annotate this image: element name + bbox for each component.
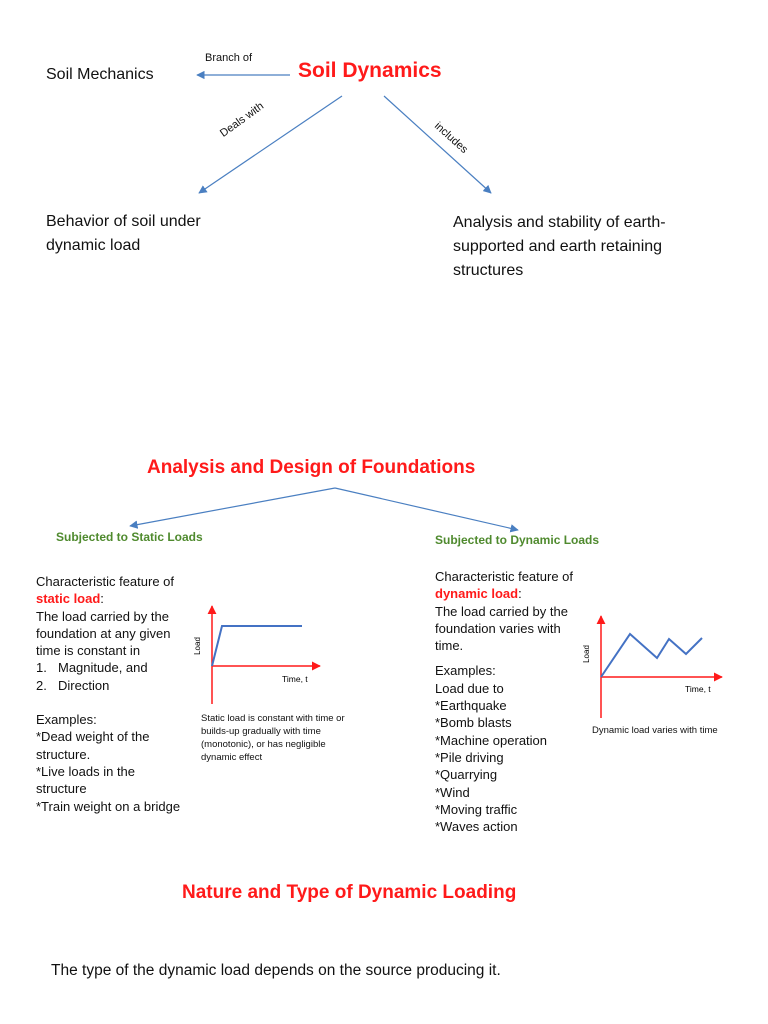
includes-label: includes — [431, 120, 470, 156]
dynamic-example: *Quarrying — [435, 767, 498, 783]
dynamic-x-label: Time, t — [685, 684, 711, 694]
dynamic-graph-caption: Dynamic load varies with time — [592, 725, 718, 736]
soil-mechanics-node: Soil Mechanics — [46, 66, 154, 83]
behavior-of-soil-node: Behavior of soil under dynamic load — [46, 213, 201, 254]
dynamic-load-line — [601, 634, 702, 677]
list-number: 1. — [36, 660, 47, 676]
static-loads-heading: Subjected to Static Loads — [56, 530, 203, 544]
dynamic-example: *Machine operation — [435, 732, 548, 748]
static-load-description — [36, 573, 186, 815]
dynamic-description-text: The load carried by the foundation varies with time. — [435, 603, 568, 654]
dynamic-load-description — [435, 568, 585, 835]
dynamic-examples-intro: Load due to — [435, 680, 504, 696]
static-intro: Characteristic feature of — [36, 574, 175, 589]
dynamic-example: *Wind — [435, 784, 470, 800]
dynamic-load-graph — [576, 610, 726, 722]
static-example: *Live loads in the structure — [36, 763, 136, 797]
nature-title: Nature and Type of Dynamic Loading — [182, 882, 517, 903]
static-colon: : — [100, 591, 104, 607]
dynamic-load-term: dynamic load — [435, 586, 519, 602]
soil-dynamics-title: Soil Dynamics — [298, 59, 442, 82]
foundations-title: Analysis and Design of Foundations — [147, 457, 476, 478]
dynamic-y-label: Load — [582, 645, 591, 663]
dynamic-intro: Characteristic feature of — [435, 569, 574, 584]
list-item — [36, 677, 186, 694]
dynamic-loads-heading: Subjected to Dynamic Loads — [435, 533, 600, 547]
static-graph-caption: Static load is constant with time or builds-up gradually with time (monotonic), or has negligible dynamic effect — [201, 713, 345, 763]
static-load-term: static load — [36, 591, 101, 607]
nature-paragraph: The type of the dynamic load depends on the source producing it. — [51, 962, 501, 979]
dynamic-example: *Bomb blasts — [435, 715, 512, 731]
list-number: 2. — [36, 677, 47, 693]
static-load-line — [212, 626, 302, 666]
static-y-label: Load — [193, 637, 202, 655]
dynamic-example: *Earthquake — [435, 698, 507, 714]
deals-with-arrow — [199, 96, 342, 193]
static-property-list — [36, 659, 186, 694]
static-load-graph — [186, 600, 326, 710]
static-example: *Train weight on a bridge — [36, 798, 181, 814]
includes-arrow — [384, 96, 491, 193]
analysis-stability-node: Analysis and stability of earth-supported and earth retaining structures — [453, 214, 666, 279]
list-text: Direction — [58, 677, 110, 693]
dynamic-colon: : — [518, 586, 522, 602]
static-example: *Dead weight of the structure. — [36, 729, 150, 762]
branch-of-label: Branch of — [205, 52, 253, 64]
dynamic-example: *Moving traffic — [435, 801, 518, 817]
static-description-text: The load carried by the foundation at any given time is constant in — [36, 608, 171, 659]
static-loads-arrow — [130, 488, 335, 526]
dynamic-example: *Pile driving — [435, 749, 504, 765]
list-item — [36, 659, 186, 676]
static-x-label: Time, t — [282, 674, 308, 684]
deals-with-label: Deals with — [218, 100, 267, 140]
list-text: Magnitude, and — [58, 660, 148, 676]
dynamic-loads-arrow — [335, 488, 518, 530]
dynamic-example: *Waves action — [435, 819, 518, 835]
dynamic-examples-label: Examples: — [435, 663, 496, 679]
static-examples-label: Examples: — [36, 712, 97, 728]
